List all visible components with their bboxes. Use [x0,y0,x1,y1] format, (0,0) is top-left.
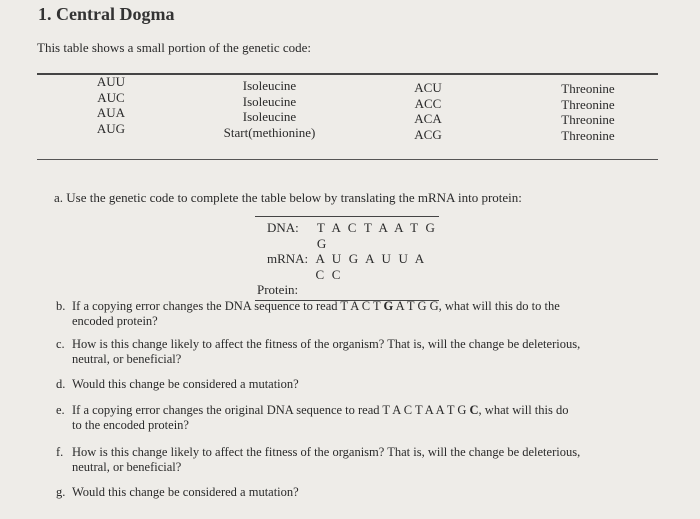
question-text-continued: neutral, or beneficial? [72,460,182,474]
question-text: A T G G, what will this do to the [393,299,560,313]
amino-acid-cell: Isoleucine [242,93,297,109]
protein-label: Protein: [257,282,299,297]
amino-acid-cell: Isoleucine [242,109,297,124]
amino-acid-cell: Threonine [561,127,615,143]
question-b [56,299,656,329]
page-title: 1. Central Dogma [38,4,175,24]
question-f [56,445,656,475]
amino-acid-cell: Start(methionine) [223,124,316,140]
amino-acid-cell: Threonine [561,112,615,127]
question-d [56,377,656,392]
amino-acid-cell: Threonine [561,96,615,112]
codon-cell: AUU [96,74,126,89]
question-text-continued: to the encoded protein? [72,418,189,432]
translation-table [255,216,439,301]
question-text-continued: encoded protein? [72,314,158,328]
translation-top-rule [255,216,439,217]
question-text: If a copying error changes the original DNA sequence to read T A C T A A T G [72,403,470,417]
codon-column-2 [409,80,447,142]
question-text: How is this change likely to affect the fitness of the organism? That is, will the change be deleterious, [72,337,581,351]
dna-sequence: T A C T A A T G G [316,220,438,251]
question-a: a. Use the genetic code to complete the table below by translating the mRNA into protein: [54,190,522,205]
intro-text: This table shows a small portion of the genetic code: [37,40,312,55]
question-g [56,485,656,500]
codon-cell: ACC [414,95,442,111]
question-text: Would this change be considered a mutation? [72,485,299,499]
question-letter: c. [56,337,65,351]
question-text: Would this change be considered a mutation? [72,377,299,391]
amino-acid-cell: Isoleucine [242,78,297,93]
codon-column-1 [93,74,129,136]
mrna-label: mRNA: [267,251,309,266]
question-letter: f. [56,445,64,459]
table-top-rule [37,73,658,75]
amino-acid-column-1 [212,78,327,140]
question-letter: e. [56,403,65,417]
codon-cell: ACA [414,111,442,126]
protein-row [255,282,439,298]
question-letter: g. [56,485,66,499]
question-text: , what will this do [478,403,569,417]
question-text-continued: neutral, or beneficial? [72,352,182,366]
dna-row [255,220,439,251]
codon-cell: ACU [414,80,442,95]
question-highlight: C [469,403,479,417]
question-e [56,403,656,433]
question-letter: d. [56,377,66,391]
question-text: If a copying error changes the DNA sequence to read T A C T [72,299,384,313]
question-c [56,337,656,367]
codon-cell: AUG [96,120,126,136]
question-letter: b. [56,299,66,313]
dna-label: DNA: [267,220,299,235]
codon-cell: ACG [414,126,442,142]
question-text: How is this change likely to affect the fitness of the organism? That is, will the change be deleterious, [72,445,581,459]
amino-acid-cell: Threonine [561,81,615,96]
mrna-sequence: A U G A U U A C C [315,251,426,282]
question-highlight: G [383,299,394,313]
mrna-row [255,251,439,282]
codon-cell: AUA [96,105,126,120]
codon-cell: AUC [97,89,125,105]
table-bottom-rule [37,159,658,160]
amino-acid-column-2 [553,81,623,143]
